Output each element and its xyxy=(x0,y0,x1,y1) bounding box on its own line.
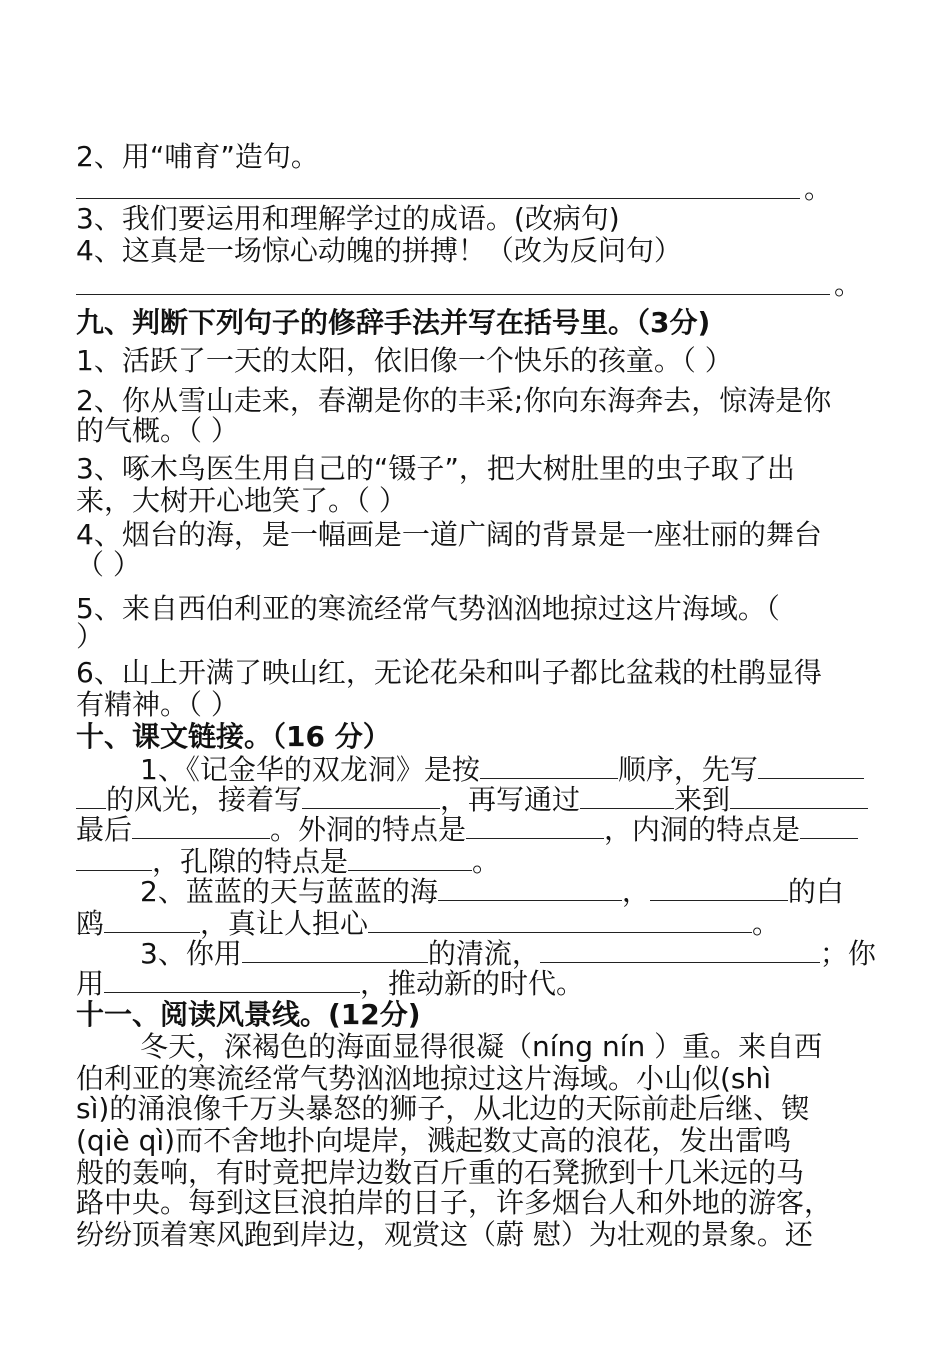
answer-blank[interactable] xyxy=(302,782,440,809)
section-10-title: 十、课文链接。（16 分） xyxy=(76,720,391,753)
text: 最后 xyxy=(76,813,133,846)
q10-line-8 xyxy=(76,966,584,1001)
text: 。 xyxy=(472,845,501,878)
answer-blank[interactable] xyxy=(730,782,868,809)
answer-blank[interactable] xyxy=(480,752,618,779)
answer-blank[interactable] xyxy=(758,752,864,779)
text: ，推动新的时代。 xyxy=(360,967,585,1000)
q9-sentence-3b: 来，大树开心地笑了。（ ） xyxy=(76,484,407,517)
q9-sentence-2a: 2、你从雪山走来，春潮是你的丰采;你向东海奔去，惊涛是你 xyxy=(76,384,832,417)
text: 顺序，先写 xyxy=(617,753,758,786)
answer-blank[interactable] xyxy=(438,874,622,901)
q9-sentence-5a: 5、来自西伯利亚的寒流经常气势汹汹地掠过这片海域。（ xyxy=(76,592,780,625)
text: 的清流， xyxy=(427,937,540,970)
q10-line-5 xyxy=(140,874,844,909)
q9-sentence-2b: 的气概。（ ） xyxy=(76,414,239,447)
text: ，孔隙的特点是 xyxy=(152,845,349,878)
q9-sentence-4a: 4、烟台的海，是一幅画是一道广阔的背景是一座壮丽的舞台 xyxy=(76,518,822,551)
text: ， xyxy=(621,875,650,908)
text: 鸥 xyxy=(76,907,105,940)
answer-blank[interactable] xyxy=(76,782,106,809)
q8-item4: 4、这真是一场惊心动魄的拼搏！（改为反问句） xyxy=(76,234,682,267)
passage-line-6: 路中央。每到这巨浪拍岸的日子，许多烟台人和外地的游客， xyxy=(76,1186,833,1219)
text: 的风光，接着写 xyxy=(106,783,303,816)
answer-blank[interactable] xyxy=(800,812,858,839)
text: 1、《记金华的双龙洞》是按 xyxy=(140,753,480,786)
section-11-title: 十一、阅读风景线。(12分) xyxy=(76,998,421,1031)
passage-line-1: 冬天，深褐色的海面显得很凝（níng nín ）重。来自西 xyxy=(140,1030,823,1063)
section-9-title: 九、判断下列句子的修辞手法并写在括号里。（3分) xyxy=(76,306,711,339)
period: 。 xyxy=(804,172,833,205)
answer-blank[interactable] xyxy=(104,966,360,993)
text: 来到 xyxy=(674,783,731,816)
passage-line-3: sì)的涌浪像千万头暴怒的狮子，从北边的天际前赴后继、锲 xyxy=(76,1092,810,1125)
q9-sentence-3a: 3、啄木鸟医生用自己的“镊子”，把大树肚里的虫子取了出 xyxy=(76,452,795,485)
answer-blank[interactable] xyxy=(580,782,674,809)
q9-sentence-6a: 6、山上开满了映山红，无论花朵和叫子都比盆栽的杜鹃显得 xyxy=(76,656,822,689)
answer-blank[interactable] xyxy=(368,906,752,933)
passage-line-4: (qiè qì)而不舍地扑向堤岸，溅起数丈高的浪花，发出雷鸣 xyxy=(76,1124,792,1157)
answer-blank[interactable] xyxy=(132,812,270,839)
passage-line-2: 伯利亚的寒流经常气势汹汹地掠过这片海域。小山似(shì xyxy=(76,1062,772,1095)
q8-item3: 3、我们要运用和理解学过的成语。(改病句) xyxy=(76,202,620,235)
text: 。 xyxy=(752,907,781,940)
period: 。 xyxy=(834,268,863,301)
text: ，再写通过 xyxy=(440,783,581,816)
passage-line-7: 纷纷顶着寒风跑到岸边，观赏这（蔚 慰）为壮观的景象。还 xyxy=(76,1218,813,1251)
passage-line-5: 般的轰响，有时竟把岸边数百斤重的石凳掀到十几米远的马 xyxy=(76,1156,805,1189)
answer-blank-item4[interactable] xyxy=(76,293,830,295)
q9-sentence-1: 1、活跃了一天的太阳，依旧像一个快乐的孩童。（ ） xyxy=(76,344,733,377)
q10-line-3 xyxy=(76,812,858,847)
text: 2、蓝蓝的天与蓝蓝的海 xyxy=(140,875,438,908)
answer-blank[interactable] xyxy=(650,874,788,901)
answer-blank[interactable] xyxy=(540,936,820,963)
answer-blank[interactable] xyxy=(348,844,472,871)
text: ，真让人担心 xyxy=(200,907,369,940)
text: ，内洞的特点是 xyxy=(604,813,801,846)
answer-blank[interactable] xyxy=(104,906,200,933)
text: 。外洞的特点是 xyxy=(270,813,467,846)
text: 用 xyxy=(76,967,105,1000)
q9-sentence-6b: 有精神。（ ） xyxy=(76,688,239,721)
answer-blank[interactable] xyxy=(242,936,428,963)
text: 的白 xyxy=(787,875,844,908)
q9-sentence-5b: ） xyxy=(76,620,105,653)
answer-blank[interactable] xyxy=(76,844,152,871)
answer-blank-item2[interactable] xyxy=(76,197,800,199)
q9-sentence-4b: （ ） xyxy=(76,548,141,581)
text: ；你 xyxy=(819,937,876,970)
answer-blank[interactable] xyxy=(466,812,604,839)
q8-item2: 2、用“哺育”造句。 xyxy=(76,140,319,173)
text: 3、你用 xyxy=(140,937,242,970)
